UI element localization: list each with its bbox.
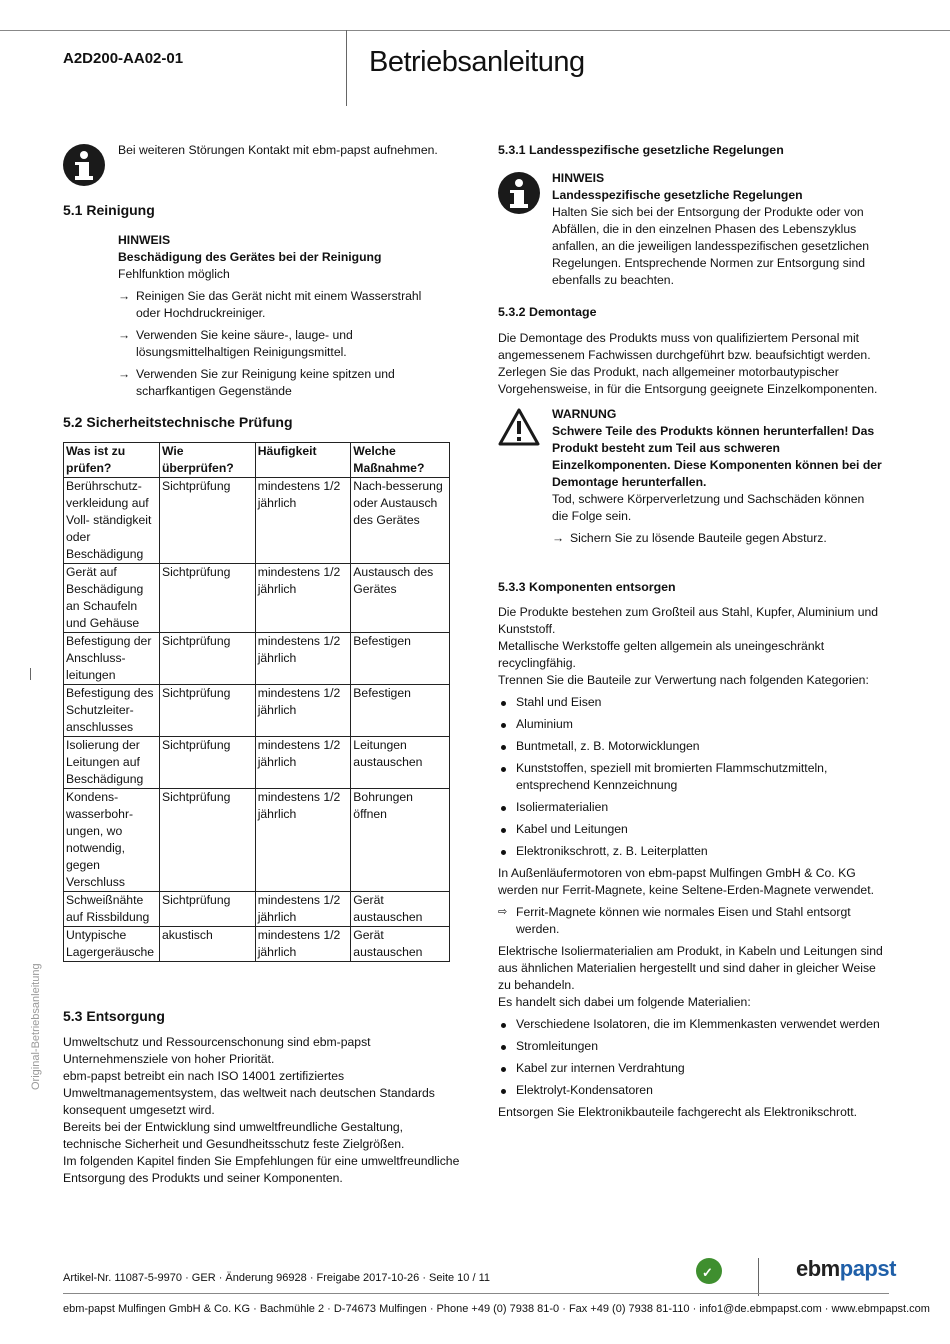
side-tick [30,668,31,680]
list-item: Kunststoffen, speziell mit bromierten Flammschutzmitteln, entsprechend Kennzeichnung [498,760,888,794]
table-row [64,789,450,892]
table-cell: Untypische Lagergeräusche [64,927,160,962]
list-item: Stahl und Eisen [498,694,888,711]
table-cell: mindestens 1/2 jährlich [255,478,351,564]
table-row [64,478,450,564]
hint-arrow-icon: ⇨ [498,906,508,918]
table-cell: Nach-besserung oder Austausch des Gerätes [351,478,450,564]
list-item: Kabel und Leitungen [498,821,888,838]
table-cell: Schweißnähte auf Rissbildung [64,892,160,927]
list-item: Aluminium [498,716,888,733]
materials-list [498,1016,888,1099]
table-row [64,927,450,962]
table-cell: Sichtprüfung [159,685,255,737]
footer-line [63,1293,889,1294]
table-cell: Sichtprüfung [159,892,255,927]
list-item: Verschiedene Isolatoren, die im Klemmenkasten verwendet werden [498,1016,888,1033]
arrow-icon: → [552,531,565,545]
checkmark-icon: ✓ [702,1265,713,1280]
table-cell: Sichtprüfung [159,737,255,789]
info-icon [498,172,540,214]
table-cell: Befestigung der Anschluss-leitungen [64,633,160,685]
table-cell: mindestens 1/2 jährlich [255,685,351,737]
notice-subtitle: Beschädigung des Gerätes bei der Reinigung [118,250,382,264]
cleaning-item: → Verwenden Sie zur Reinigung keine spitzen und scharfkantigen Gegenstände [118,367,395,398]
table-cell: Sichtprüfung [159,789,255,892]
inspection-table [63,442,450,962]
info-icon [63,144,105,186]
column-header: Häufigkeit [255,443,351,478]
table-cell: akustisch [159,927,255,962]
table-cell: Sichtprüfung [159,478,255,564]
magnet-text: In Außenläufermotoren von ebm-papst Mulfingen GmbH & Co. KG werden nur Ferrit-Magnete, keine Seltene-Erden-Magnete verwendet. [498,866,874,897]
category-list [498,694,888,860]
notice-hinweis: HINWEIS [552,171,605,185]
paragraph: Umweltschutz und Ressourcenschonung sind ebm-papst Unternehmensziele von hoher Priorität. [63,1035,371,1066]
paragraph: Die Produkte bestehen zum Großteil aus Stahl, Kupfer, Aluminium und Kunststoff. [498,605,879,636]
section-5-3-heading: 5.3 Entsorgung [63,1008,165,1024]
list-item: Buntmetall, z. B. Motorwicklungen [498,738,888,755]
green-tech-badge [696,1258,722,1284]
table-row [64,685,450,737]
arrow-icon: → [118,328,131,342]
table-cell: mindestens 1/2 jährlich [255,892,351,927]
table-cell: mindestens 1/2 jährlich [255,564,351,633]
table-cell: mindestens 1/2 jährlich [255,927,351,962]
notice-text: Halten Sie sich bei der Entsorgung der Produkte oder von Abfällen, die in den einzelnen Phasen des Lebenszyklus anfallen, an die jeweiligen landesspezifischen gesetzlichen Regelungen. Entsprechende Normen zur Entsorgung sind ebenfalls zu beachten. [552,205,870,287]
arrow-icon: → [118,367,131,381]
header-top-line [0,30,950,31]
table-cell: Kondens-wasserbohr-ungen, wo notwendig, gegen Verschluss [64,789,160,892]
list-item: Elektronikschrott, z. B. Leiterplatten [498,843,888,860]
paragraph: ebm-papst betreibt ein nach ISO 14001 zertifiziertes Umweltmanagementsystem, das weltweit nach deutschen Standards konsequent umgesetzt wird. [63,1069,435,1117]
paragraph: Bereits bei der Entwicklung sind umweltfreundliche Gestaltung, technische Sicherheit und Gesundheitsschutz feste Zielgrößen. [63,1120,405,1151]
table-cell: Gerät auf Beschädigung an Schaufeln und Gehäuse [64,564,160,633]
table-cell: Austausch des Gerätes [351,564,450,633]
table-cell: Isolierung der Leitungen auf Beschädigung [64,737,160,789]
notice-hinweis: HINWEIS [118,233,171,247]
list-item: Isoliermaterialien [498,799,888,816]
regulation-notice [552,170,872,289]
paragraph: Trennen Sie die Bauteile zur Verwertung nach folgenden Kategorien: [498,673,869,687]
warning-block [552,406,882,547]
warning-action: → Sichern Sie zu lösende Bauteile gegen Absturz. [552,531,827,545]
components-body [498,604,888,1121]
document-title: Betriebsanleitung [369,46,585,78]
table-cell: mindestens 1/2 jährlich [255,789,351,892]
column-header: Welche Maßnahme? [351,443,450,478]
table-cell: Gerät austauschen [351,892,450,927]
section-5-1-heading: 5.1 Reinigung [63,202,155,218]
table-cell: mindestens 1/2 jährlich [255,737,351,789]
table-row [64,564,450,633]
notice-desc: Fehlfunktion möglich [118,267,230,281]
header-divider [346,30,347,106]
section-5-3-2-heading: 5.3.2 Demontage [498,305,597,319]
table-header-row [64,443,450,478]
logo-divider [758,1258,759,1296]
table-cell: Sichtprüfung [159,564,255,633]
table-row [64,892,450,927]
demontage-text: Die Demontage des Produkts muss von qualifiziertem Personal mit angemessenem Fachwissen durchgeführt bzw. beaufsichtigt werden. Zerlegen Sie das Produkt, nach allgemeiner motorbautypischer Vorgehensweise, in für die Entsorgung geeignete Einzelkomponenten. [498,331,878,396]
magnet-hint: ⇨ Ferrit-Magnete können wie normales Eisen und Stahl entsorgt werden. [498,905,851,936]
table-cell: Sichtprüfung [159,633,255,685]
paragraph: Im folgenden Kapitel finden Sie Empfehlungen für eine umweltfreundliche Entsorgung des Produkts und seiner Komponenten. [63,1154,460,1185]
warning-icon [498,408,540,446]
column-header: Wie überprüfen? [159,443,255,478]
table-cell: Gerät austauschen [351,927,450,962]
table-cell: Befestigen [351,633,450,685]
table-row [64,737,450,789]
cleaning-item: → Verwenden Sie keine säure-, lauge- und lösungsmittelhaltigen Reinigungsmittel. [118,328,353,359]
cleaning-item: → Reinigen Sie das Gerät nicht mit einem Wasserstrahl oder Hochdruckreiniger. [118,289,422,320]
table-cell: Berührschutz-verkleidung auf Voll- ständigkeit oder Beschädigung [64,478,160,564]
section-5-3-3-heading: 5.3.3 Komponenten entsorgen [498,580,676,594]
cleaning-notice [118,232,448,400]
model-number: A2D200-AA02-01 [63,50,184,67]
table-row [64,633,450,685]
paragraph: Es handelt sich dabei um folgende Materialien: [498,995,751,1009]
paragraph: Elektrische Isoliermaterialien am Produkt, in Kabeln und Leitungen sind aus ähnlichen Materialien hergestellt und sind daher in gleicher Weise zu behandeln. [498,944,883,992]
table-cell: Befestigung des Schutzleiter-anschlusses [64,685,160,737]
warning-consequence: Tod, schwere Körperverletzung und Sachschäden können die Folge sein. [552,492,865,523]
disposal-intro [63,1034,463,1187]
side-label: Original-Betriebsanleitung [30,963,42,1090]
notice-subtitle: Landesspezifische gesetzliche Regelungen [552,188,803,202]
list-item: Elektrolyt-Kondensatoren [498,1082,888,1099]
info-note: Bei weiteren Störungen Kontakt mit ebm-papst aufnehmen. [118,143,438,157]
ebmpapst-logo: ebmpapst [796,1256,896,1281]
table-cell: Leitungen austauschen [351,737,450,789]
table-cell: mindestens 1/2 jährlich [255,633,351,685]
section-5-2-heading: 5.2 Sicherheitstechnische Prüfung [63,414,293,430]
company-info: ebm-papst Mulfingen GmbH & Co. KG · Bachmühle 2 · D-74673 Mulfingen · Phone +49 (0) 7938 81-0 · Fax +49 (0) 7938 81-110 · info1@de.ebmpapst.com · www.ebmpapst.com [63,1303,930,1315]
column-header: Was ist zu prüfen? [64,443,160,478]
arrow-icon: → [118,289,131,303]
paragraph: Metallische Werkstoffe gelten allgemein als uneingeschränkt recyclingfähig. [498,639,825,670]
article-info: Artikel-Nr. 11087-5-9970 · GER · Änderung 96928 · Freigabe 2017-10-26 · Seite 10 / 11 [63,1272,491,1284]
table-cell: Bohrungen öffnen [351,789,450,892]
list-item: Stromleitungen [498,1038,888,1055]
list-item: Kabel zur internen Verdrahtung [498,1060,888,1077]
closing-text: Entsorgen Sie Elektronikbauteile fachgerecht als Elektronikschrott. [498,1105,858,1119]
section-5-3-1-heading: 5.3.1 Landesspezifische gesetzliche Regelungen [498,143,784,157]
table-cell: Befestigen [351,685,450,737]
warning-bold-text: Schwere Teile des Produkts können herunterfallen! Das Produkt besteht zum Teil aus schweren Einzelkomponenten. Diese Komponenten können bei der Demontage herunterfallen. [552,424,882,489]
warning-label: WARNUNG [552,407,617,421]
